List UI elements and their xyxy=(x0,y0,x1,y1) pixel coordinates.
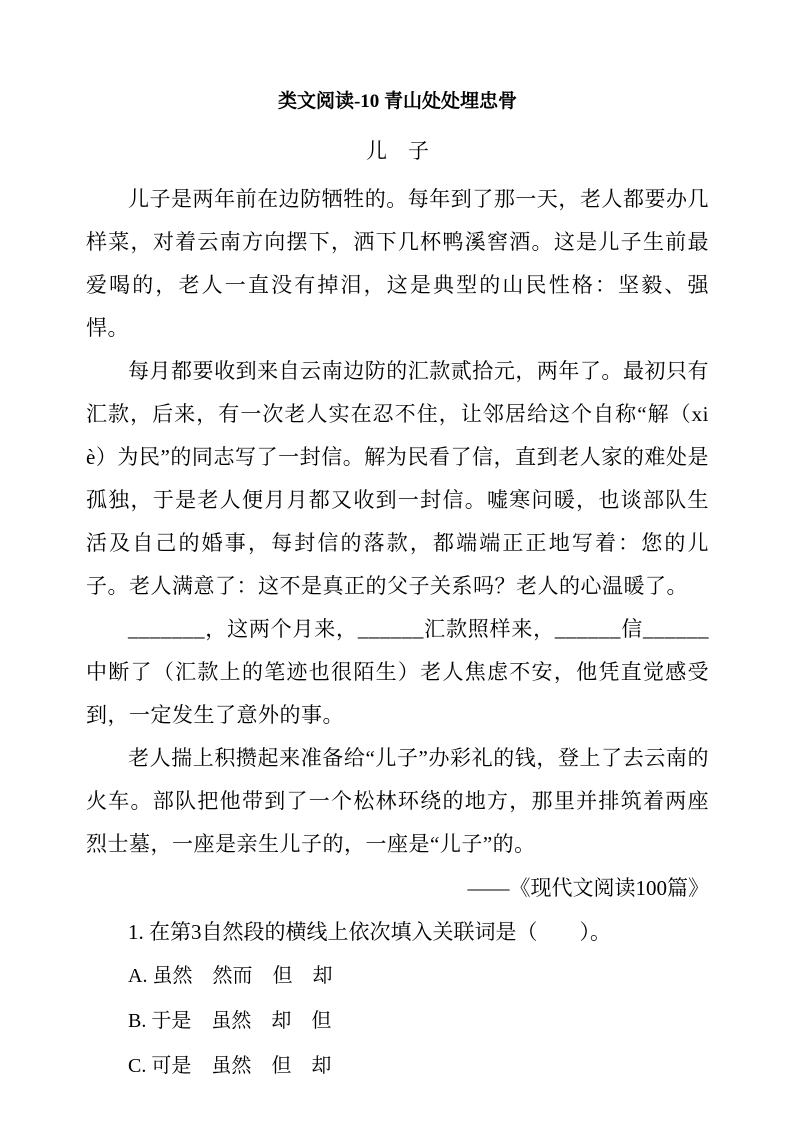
paragraph-4: 老人揣上积攒起来准备给“儿子”办彩礼的钱，登上了去云南的火车。部队把他带到了一个松林环绕的地方，那里并排筑着两座烈士墓，一座是亲生儿子的，一座是“儿子”的。 xyxy=(86,746,709,856)
option-a: A. 虽然 然而 但 却 xyxy=(128,965,333,987)
paragraph-1: 儿子是两年前在边防牺牲的。每年到了那一天，老人都要办几样菜，对着云南方向摆下，洒下几杯鸭溪窖酒。这是儿子生前最爱喝的，老人一直没有掉泪，这是典型的山民性格：坚毅、强悍。 xyxy=(86,187,709,340)
question-1: 1. 在第3自然段的横线上依次填入关联词是（ ）。 xyxy=(128,920,611,944)
source-attribution: ——《现代文阅读100篇》 xyxy=(467,876,709,900)
document-title: 类文阅读-10 青山处处埋忠骨 xyxy=(277,91,518,112)
paragraph-3-with-blanks: _______，这两个月来，______汇款照样来，______信______中断了（汇款上的笔迹也很陌生）老人焦虑不安，他凭直觉感受到，一定发生了意外的事。 xyxy=(86,617,709,727)
document-subtitle: 儿 子 xyxy=(366,139,429,163)
paragraph-2: 每月都要收到来自云南边防的汇款贰拾元，两年了。最初只有汇款，后来，有一次老人实在忍不住，让邻居给这个自称“解（xi è）为民”的同志写了一封信。解为民看了信，直到老人家的难处是孤独，于是老人便月月都又收到一封信。嘘寒问暖，也谈部队生活及自己的婚事，每封信的落款，都端端正正地写着：您的儿子。老人满意了：这不是真正的父子关系吗？老人的心温暖了。 xyxy=(86,359,709,598)
option-b: B. 于是 虽然 却 但 xyxy=(128,1010,332,1032)
option-c: C. 可是 虽然 但 却 xyxy=(128,1055,332,1077)
